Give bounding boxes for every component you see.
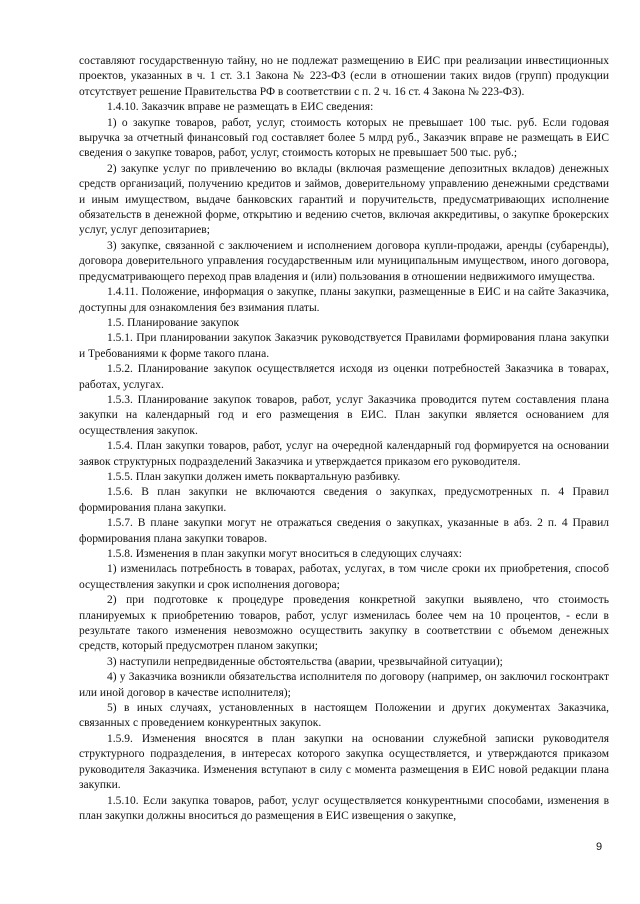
- paragraph: 2) при подготовке к процедуре проведения конкретной закупки выявлено, что стоимость планируемых к приобретению товаров, работ, услуг изменилась более чем на 10 процентов, - если в результате такого изменения невозможно осуществить закупку в соответствии с объемом денежных средств, который предусмотрен планом закупки;: [79, 594, 609, 653]
- paragraph: 1.5.7. В плане закупки могут не отражаться сведения о закупках, указанные в абз. 2 п. 4 Правил формирования плана закупки товаров.: [79, 517, 609, 545]
- paragraph: 2) закупке услуг по привлечению во вклады (включая размещение депозитных вкладов) денежных средств организаций, получению кредитов и займов, доверительному управлению денежными средствами и иным имуществом, выдаче банковских гарантий и поручительств, предусматривающих исполнение обязательств в денежной форме, открытию и ведению счетов, включая аккредитивы, о закупке брокерских услуг, услуг депозитариев;: [79, 162, 609, 237]
- paragraph: 3) закупке, связанной с заключением и исполнением договора купли-продажи, аренды (субаренды), договора доверительного управления государственным или муниципальным имуществом, иного договора, предусматривающего переход прав владения и (или) пользования в отношении недвижимого имущества.: [79, 239, 609, 283]
- document-body: [79, 54, 609, 824]
- paragraph: 3) наступили непредвиденные обстоятельства (аварии, чрезвычайной ситуации);: [107, 655, 503, 668]
- paragraph: составляют государственную тайну, но не подлежат размещению в ЕИС при реализации инвестиционных проектов, указанных в ч. 1 ст. 3.1 Закона № 223-ФЗ (если в отношении таких видов (групп) продукции отсутствует решение Правительства РФ в соответствии с п. 2 ч. 16 ст. 4 Закона № 223-ФЗ).: [79, 55, 609, 98]
- paragraph: 1.5.10. Если закупка товаров, работ, услуг осуществляется конкурентными способами, изменения в план закупки должны вноситься до размещения в ЕИС извещения о закупке,: [79, 794, 609, 822]
- paragraph: 5) в иных случаях, установленных в настоящем Положении и других документах Заказчика, связанных с проведением конкурентных закупок.: [79, 702, 609, 730]
- paragraph: 1) изменилась потребность в товарах, работах, услугах, в том числе сроки их приобретения, способ осуществления закупки и срок исполнения договора;: [79, 563, 609, 591]
- paragraph: 1.5.3. Планирование закупок товаров, работ, услуг Заказчика проводится путем составления плана закупки на календарный год и его размещения в ЕИС. План закупки является основанием для осуществления закупок.: [79, 393, 609, 437]
- paragraph: 1.5.1. При планировании закупок Заказчик руководствуется Правилами формирования плана закупки и Требованиями к форме такого плана.: [79, 332, 609, 360]
- paragraph: 1.5.6. В план закупки не включаются сведения о закупках, предусмотренных п. 4 Правил формирования плана закупки.: [79, 486, 609, 514]
- paragraph: 1) о закупке товаров, работ, услуг, стоимость которых не превышает 100 тыс. руб. Если годовая выручка за отчетный финансовый год составляет более 5 млрд руб., Заказчик вправе не размещать в ЕИС сведения о закупке товаров, работ, услуг, стоимость которых не превышает 500 тыс. руб.;: [79, 116, 609, 160]
- section-heading: 1.5. Планирование закупок: [107, 316, 240, 329]
- paragraph: 1.4.11. Положение, информация о закупке, планы закупки, размещенные в ЕИС и на сайте Заказчика, доступны для ознакомления без взимания платы.: [79, 286, 609, 314]
- paragraph: 1.5.4. План закупки товаров, работ, услуг на очередной календарный год формируется на основании заявок структурных подразделений Заказчика и утверждается приказом его руководителя.: [79, 440, 609, 468]
- paragraph: 1.5.2. Планирование закупок осуществляется исходя из оценки потребностей Заказчика в товарах, работах, услугах.: [79, 363, 609, 391]
- page-number: 9: [596, 841, 603, 853]
- paragraph: 1.5.5. План закупки должен иметь поквартальную разбивку.: [107, 470, 401, 483]
- paragraph: 4) у Заказчика возникли обязательства исполнителя по договору (например, он заключил госконтракт или иной договор в качестве исполнителя);: [79, 671, 609, 699]
- paragraph: 1.4.10. Заказчик вправе не размещать в ЕИС сведения:: [107, 101, 374, 114]
- paragraph: 1.5.9. Изменения вносятся в план закупки на основании служебной записки руководителя структурного подразделения, в интересах которого закупка осуществляется, и утверждаются приказом руководителя Заказчика. Изменения вступают в силу с момента размещения в ЕИС новой редакции плана закупки.: [79, 732, 609, 792]
- paragraph: 1.5.8. Изменения в план закупки могут вноситься в следующих случаях:: [107, 548, 462, 560]
